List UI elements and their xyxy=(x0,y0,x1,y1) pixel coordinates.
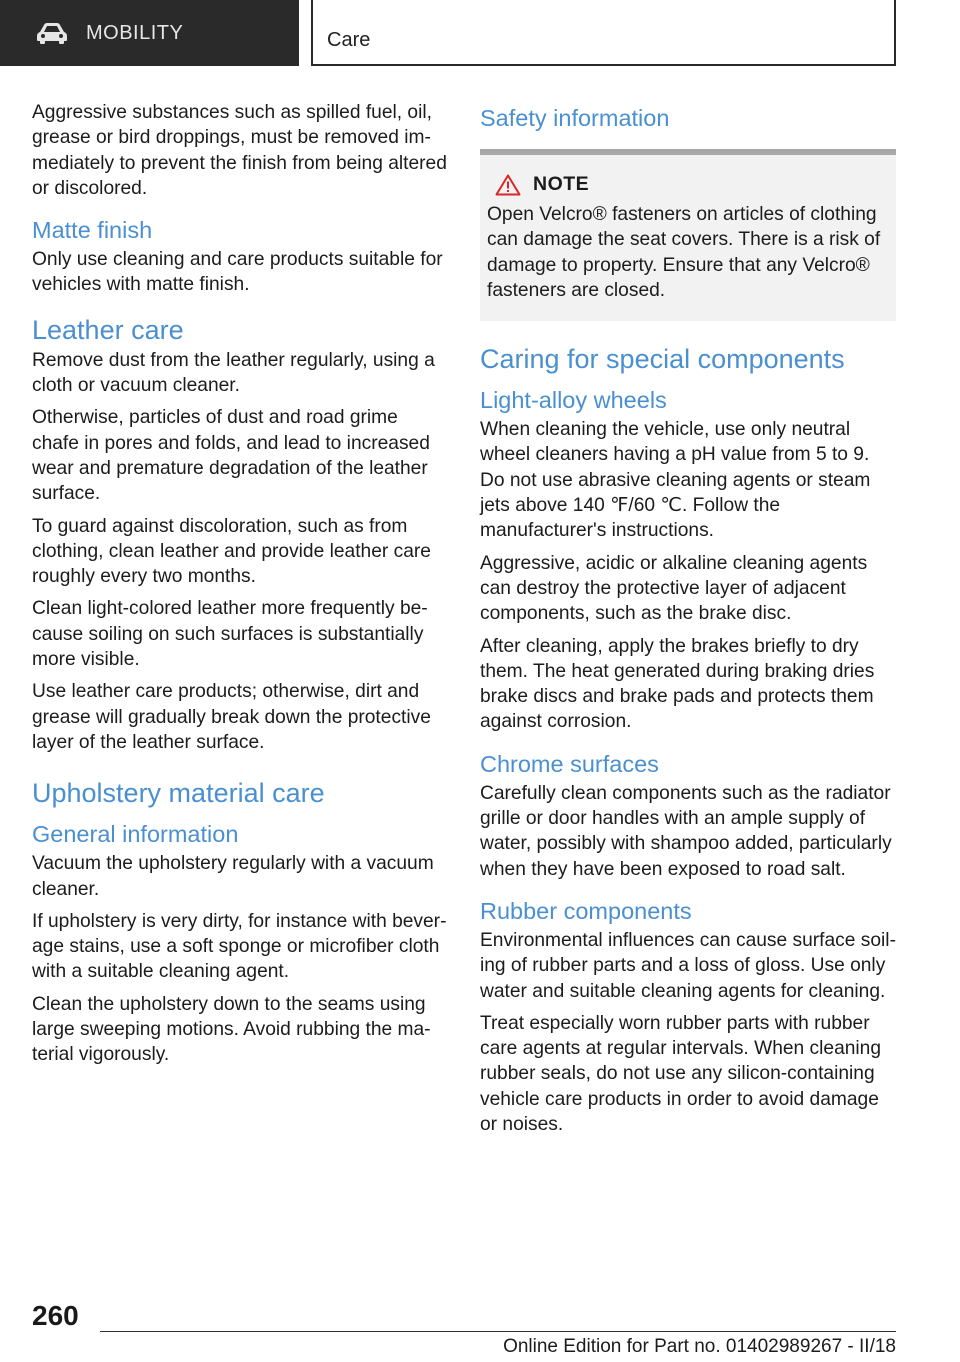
leather-care-heading: Leather care xyxy=(32,314,184,345)
note-header xyxy=(487,173,888,196)
caring-special-components-heading: Caring for special components xyxy=(480,344,845,375)
note-label: NOTE xyxy=(533,173,590,195)
safety-information-heading: Safety information xyxy=(480,105,670,131)
note-text: Open Velcro® fasteners on articles of clothing can damage the seat covers. There is a risk of damage to property. Ensure that any Velcro® fasteners are closed. xyxy=(487,204,881,301)
general-information-heading: General information xyxy=(32,821,239,848)
rubber-paragraph-1: Environmental influences can cause surface soiling of rubber parts and a loss of gloss. Use only water and suitable cleaning agents for cleaning. xyxy=(480,929,896,1002)
upholstery-heading: Upholstery material care xyxy=(32,778,325,809)
warning-triangle-icon xyxy=(495,174,521,196)
note-box xyxy=(480,149,896,321)
footer-divider xyxy=(100,1331,896,1332)
rubber-components-heading: Rubber components xyxy=(480,897,692,924)
general-paragraph-2: If upholstery is very dirty, for instance with beverage stains, use a soft sponge or microfiber cloth with a suitable cleaning agent. xyxy=(32,910,447,983)
rubber-paragraph-2: Treat especially worn rubber parts with rubber care agents at regular intervals. When cleaning rubber seals, do not use any silicon-containing vehicle care products in order to avoid damage or noises. xyxy=(480,1012,882,1136)
section-label: MOBILITY xyxy=(86,21,184,44)
leather-paragraph-5: Use leather care products; otherwise, dirt and grease will gradually break down the protective layer of the leather surface. xyxy=(32,681,431,753)
chapter-tab xyxy=(311,0,896,66)
car-icon xyxy=(36,22,68,44)
matte-paragraph: Only use cleaning and care products suitable for vehicles with matte finish. xyxy=(32,249,443,296)
page-number: 260 xyxy=(32,1300,79,1331)
chrome-surfaces-heading: Chrome surfaces xyxy=(480,750,659,777)
section-tab xyxy=(0,0,299,66)
chapter-label: Care xyxy=(327,29,371,51)
leather-paragraph-3: To guard against discoloration, such as from clothing, clean leather and provide leather care roughly every two months. xyxy=(32,515,431,588)
right-column xyxy=(480,100,896,1144)
wheels-paragraph-2: Aggressive, acidic or alkaline cleaning agents can destroy the protective layer of adjacent components, such as the brake disc. xyxy=(480,552,868,625)
general-paragraph-1: Vacuum the upholstery regularly with a vacuum cleaner. xyxy=(32,853,434,900)
matte-finish-heading: Matte finish xyxy=(32,217,153,244)
left-column xyxy=(32,100,450,1075)
intro-paragraph: Aggressive substances such as spilled fuel, oil, grease or bird droppings, must be removed immediately to prevent the finish from being altered or discolored. xyxy=(32,102,447,199)
leather-paragraph-1: Remove dust from the leather regularly, using a cloth or vacuum cleaner. xyxy=(32,349,435,397)
page-header xyxy=(0,0,960,66)
wheels-paragraph-3: After cleaning, apply the brakes briefly to dry them. The heat generated during braking dries brake discs and brake pads and protects them against corrosion. xyxy=(480,635,875,733)
chrome-paragraph: Carefully clean components such as the radiator grille or door handles with an ample supply of water, possibly with shampoo added, particularly when they have been exposed to road salt. xyxy=(480,782,892,880)
edition-note: Online Edition for Part no. 01402989267 - II/18 xyxy=(503,1336,896,1357)
leather-paragraph-2: Otherwise, particles of dust and road grime chafe in pores and folds, and lead to increased wear and premature degradation of the leather surface. xyxy=(32,407,430,505)
light-alloy-wheels-heading: Light-alloy wheels xyxy=(480,387,667,414)
leather-paragraph-4: Clean light-colored leather more frequently because soiling on such surfaces is substantially more visible. xyxy=(32,598,428,671)
general-paragraph-3: Clean the upholstery down to the seams using large sweeping motions. Avoid rubbing the material vigorously. xyxy=(32,993,431,1066)
wheels-paragraph-1: When cleaning the vehicle, use only neutral wheel cleaners having a pH value from 5 to 9. Do not use abrasive cleaning agents or steam jets above 140 ℉/60 ℃. Follow the manufacturer's instructions. xyxy=(480,419,871,542)
